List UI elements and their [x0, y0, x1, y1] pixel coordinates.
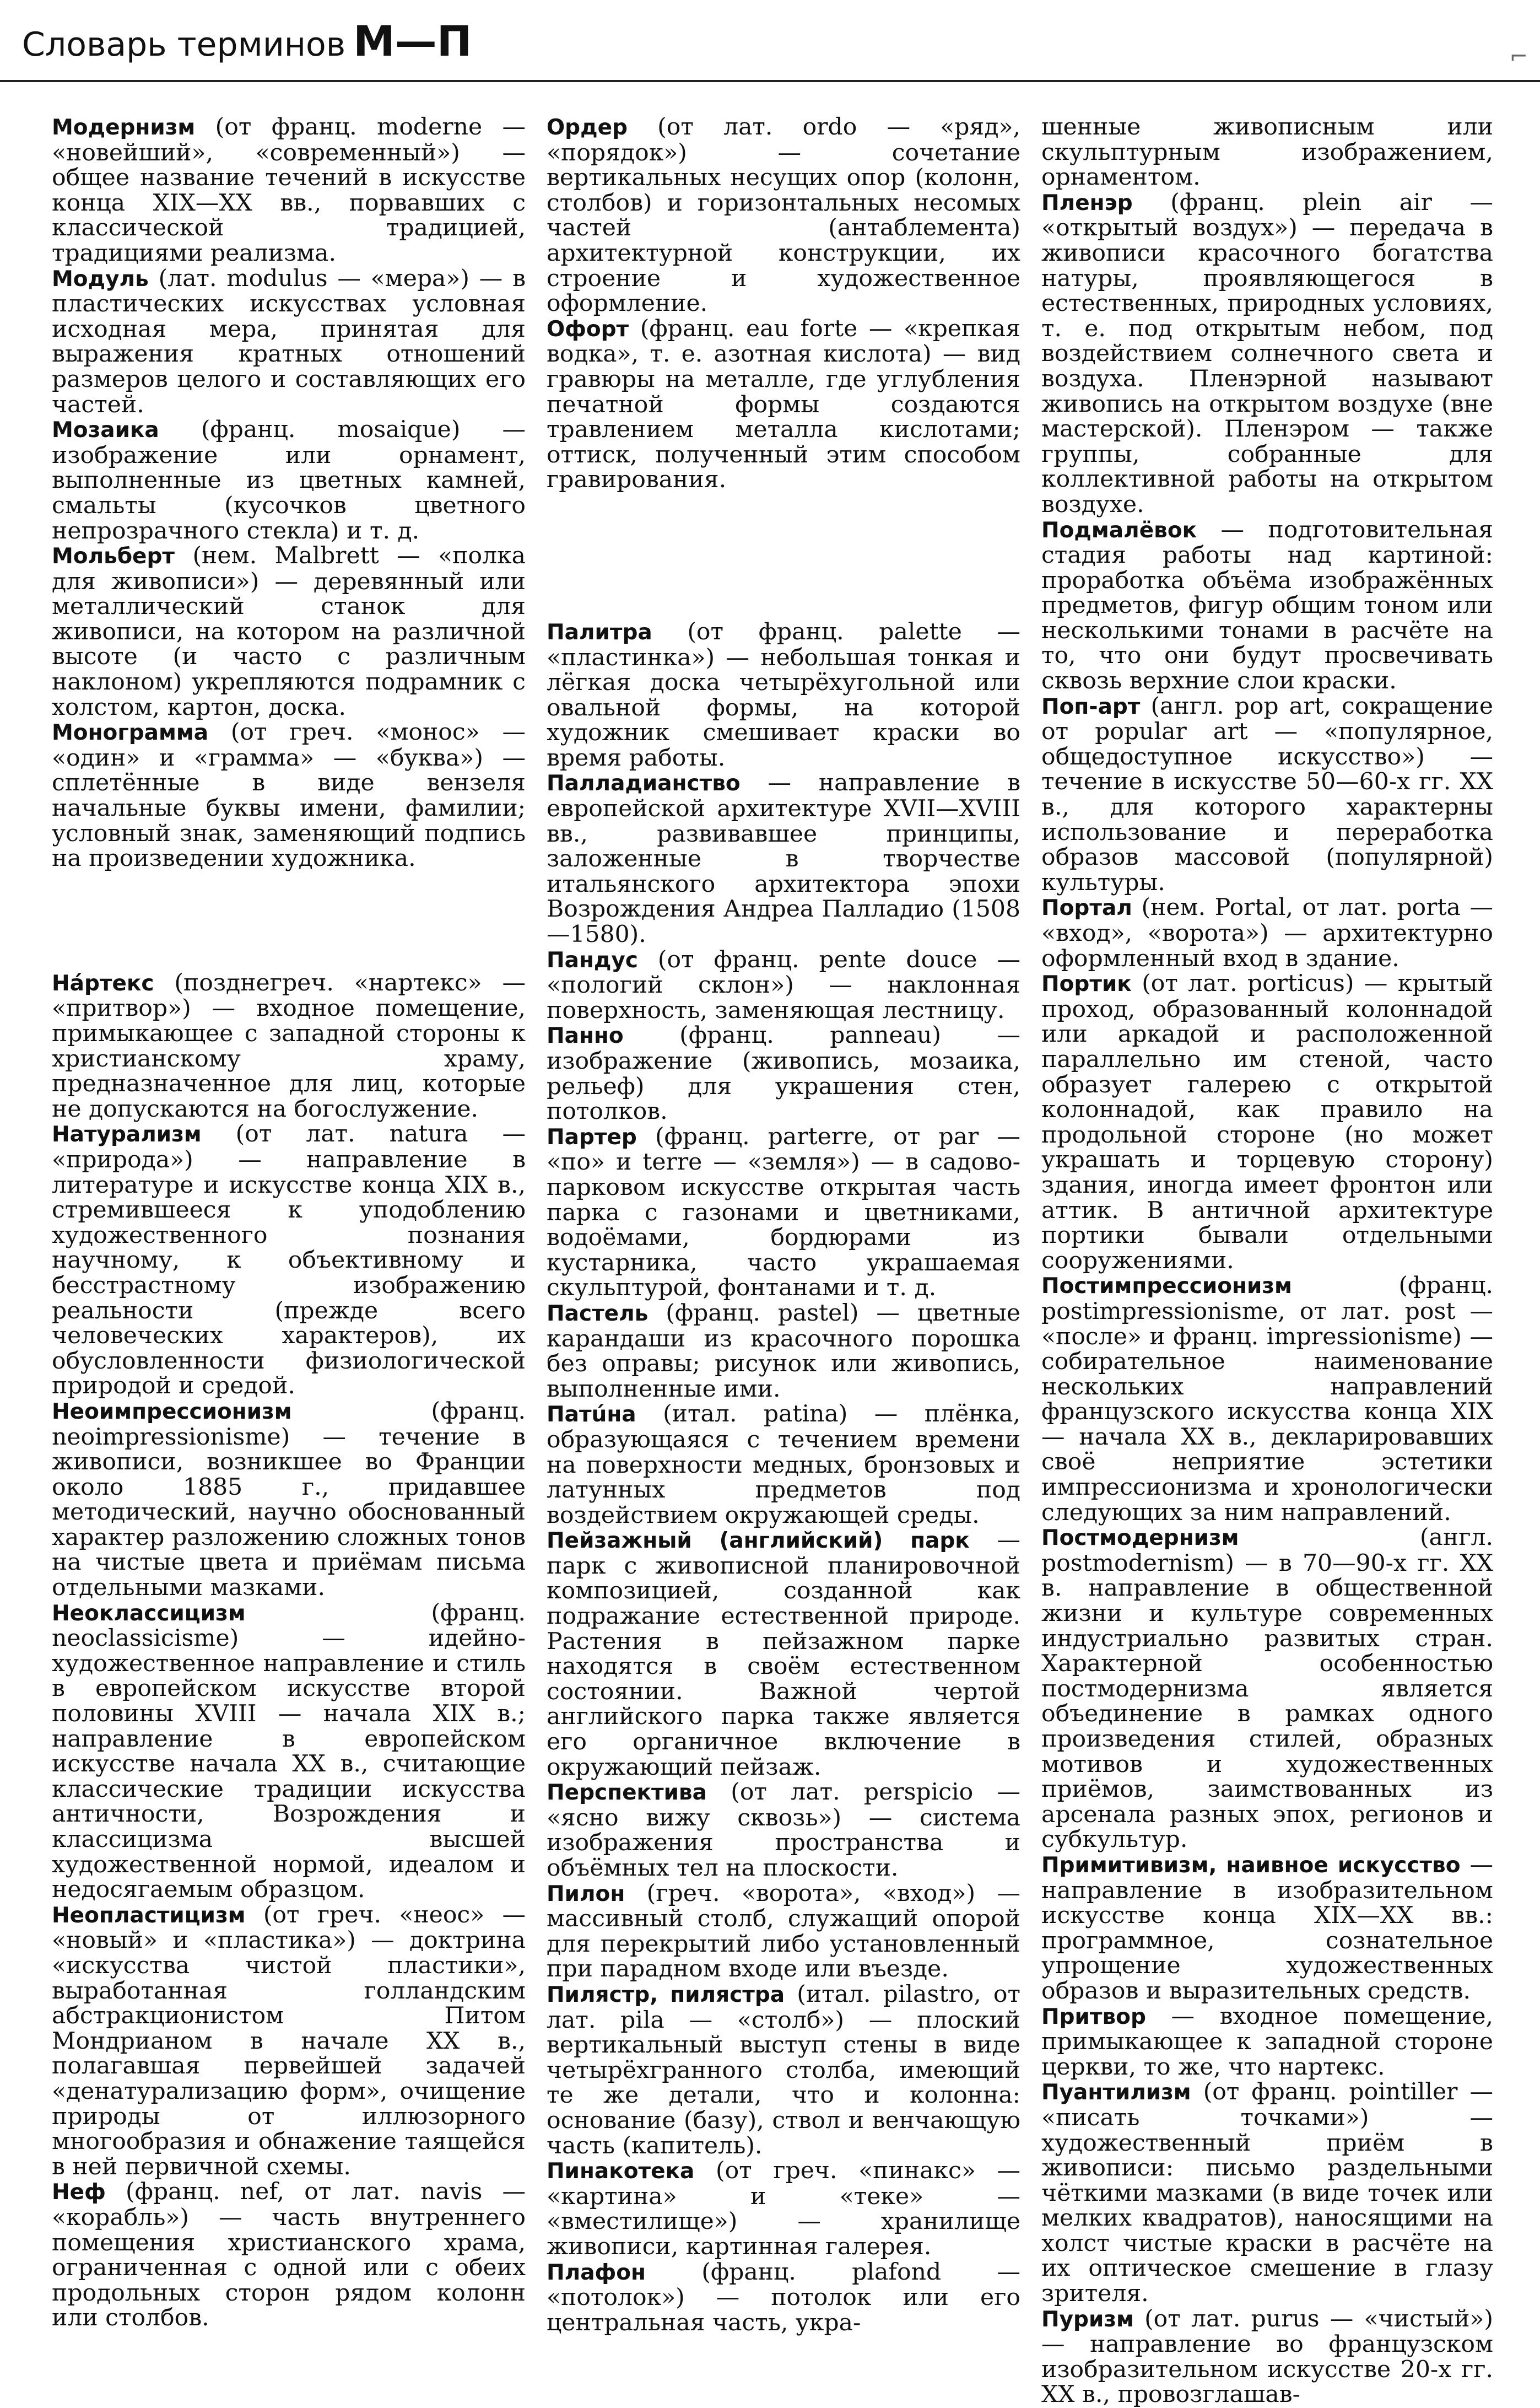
entry-definition: — входное помещение, примыкающее к западной стороне церкви, то же, что нартекс.	[1041, 2002, 1493, 2081]
entry-definition: (греч. «ворота», «вход») — массивный столб, служащий опорой для перекрытий либо установленный при парадном входе или въезде.	[547, 1879, 1020, 1983]
entry-term: Модернизм	[52, 115, 196, 140]
dictionary-entry	[52, 115, 526, 266]
entry-definition: (франц. panneau) — изображение (живопись, мозаика, рельеф) для украшения стен, потолков.	[547, 1022, 1020, 1125]
entry-term: Неоимпрессионизм	[52, 1399, 292, 1424]
entry-definition: (позднегреч. «нартекс» — «притвор») — входное помещение, примыкающее с западной стороны к христианскому храму, предназначенное для лиц, которые не допускаются на богослужение.	[52, 969, 526, 1123]
header-title-text: Словарь терминов	[22, 25, 346, 64]
dictionary-entry	[1041, 2004, 1493, 2080]
entry-definition: (франц. plafond — «потолок») — потолок или его центральная часть, укра-	[547, 2258, 1020, 2336]
column-2	[547, 114, 1021, 2336]
entry-term: Пастель	[547, 1301, 649, 1326]
dictionary-entry	[547, 1881, 1020, 1982]
entry-term: Подмалёвок	[1041, 518, 1197, 543]
entry-term: Поп-арт	[1041, 694, 1141, 719]
entry-term: Ордер	[547, 115, 628, 140]
entry-definition: (франц. nef, от лат. navis — «корабль») — часть внутреннего помещения христианского храма, ограниченная с одной или с обеих продольных сторон рядом колонн или столбов.	[52, 2178, 526, 2332]
entry-definition: (англ. pop art, сокращение от popular art — «популярное, общедоступное искусство») — течение в искусстве 50—60-х гг. XX в., для которого характерны использование и переработка образов массовой (популярной) культуры.	[1041, 692, 1493, 896]
entry-definition: (франц. neoimpressionisme) — течение в живописи, возникшее во Франции около 1885 г., придавшее методический, научно обоснованный характер разложению сложных тонов на чистые цвета и приёмам письма отдельными мазками.	[52, 1397, 526, 1602]
entry-definition: (нем. Portal, от лат. porta — «вход», «ворота») — архитектурно оформленный вход в здание.	[1041, 894, 1493, 972]
entry-definition: (итал. pilastro, от лат. pila — «столб») — плоский вертикальный выступ стены в виде четырёхгранного столба, имеющий те же детали, что и колонна: основание (базу), ствол и венчающую часть (капитель).	[547, 1980, 1020, 2159]
entry-definition: (англ. postmodernism) — в 70—90-х гг. XX в. направление в общественной жизни и культуре современных индустриально развитых стран. Характерной особенностью постмодернизма является объединение в рамках одного произведения стилей, образных мотивов и художественных приёмов, заимствованных из арсенала разных эпох, регионов и субкультур.	[1041, 1524, 1493, 1854]
entry-definition: (от лат. ordo — «ряд», «порядок») — сочетание вертикальных несущих опор (колонн, столбов) и горизонтальных несомых частей (антаблемента) архитектурной конструкции, их строение и художественное оформление.	[547, 114, 1020, 317]
dictionary-entry	[547, 1402, 1020, 1528]
entry-term: Неф	[52, 2180, 106, 2205]
entry-term: Монограмма	[52, 720, 209, 746]
entry-definition: (от греч. «неос» — «новый» и «пластика») — доктрина «искусства чистой пластики», выработанная голландским абстракционистом Питом Мондрианом в начале XX в., полагавшая первейшей задачей «денатурализацию форм», очищение природы от иллюзорного многообразия и обнажение таящейся в ней первичной схемы.	[52, 1901, 526, 2180]
entry-term: Палитра	[547, 619, 652, 645]
entry-term: Пилон	[547, 1881, 625, 1906]
dictionary-entry	[547, 1301, 1020, 1402]
dictionary-entry	[547, 1982, 1020, 2158]
entry-term: Палладианство	[547, 771, 741, 796]
entry-definition: — направление в изобразительном искусстве конца XIX—XX вв.: программное, сознательное упрощение художественных образов и выразительных средств.	[1041, 1851, 1493, 2005]
dictionary-entry	[547, 1528, 1020, 1780]
entry-term: Постмодернизм	[1041, 1526, 1239, 1551]
dictionary-entry	[52, 1601, 526, 1903]
entry-term: Портал	[1041, 896, 1132, 921]
column-1	[52, 114, 526, 2332]
entry-definition: (лат. modulus — «мера») — в пластических искусствах условная исходная мера, принятая для выражения кратных отношений размеров целого и составляющих его частей.	[52, 265, 526, 418]
entry-definition: (от франц. pointiller — «писать точками») — художественный приём в живописи: письмо раздельными чёткими мазками (в виде точек или мелких квадратов), наносящими на холст чистые краски в расчёте на их оптическое смешение в глазу зрителя.	[1041, 2078, 1494, 2308]
dictionary-entry	[1041, 895, 1493, 971]
column-gap	[52, 871, 526, 971]
entry-term: Партер	[547, 1124, 637, 1150]
entry-definition: — подготовительная стадия работы над картиной: проработка объёма изображённых предметов, фигур общим тоном или несколькими тонами в расчёте на то, что они будут просвечивать сквозь верхние слои краски.	[1041, 516, 1493, 695]
dictionary-entry	[547, 771, 1020, 947]
entry-term: Мозаика	[52, 418, 159, 443]
dictionary-entry	[52, 971, 526, 1122]
entry-term: Панно	[547, 1023, 624, 1049]
entry-term: Нáртекс	[52, 971, 154, 996]
dictionary-entry	[547, 1780, 1020, 1881]
dictionary-entry	[547, 316, 1020, 493]
entry-definition: (франц. parterre, от par — «по» и terre — «земля») — в садово-парковом искусстве открытая часть парка с газонами и цветниками, водоёмами, бордюрами из кустарника, часто украшаемая скульптурой, фонтанами и т. д.	[547, 1123, 1021, 1302]
column-gap	[547, 493, 1020, 619]
entry-term: Перспектива	[547, 1780, 707, 1806]
entry-definition: (франц. neoclassicisme) — идейно-художественное направление и стиль в европейском искусстве второй половины XVIII — начала XIX в.; направление в европейском искусстве начала XX в., считающие классические традиции искусства античности, Возрождения и классицизма высшей художественной нормой, идеалом и недосягаемым образцом.	[52, 1599, 526, 1904]
dictionary-entry	[547, 115, 1020, 316]
dictionary-entry	[1041, 190, 1493, 518]
entry-term: Пилястр, пилястра	[547, 1982, 785, 2007]
entry-definition: (от лат. perspicio — «ясно вижу сквозь») — система изображения пространства и объёмных тел на плоскости.	[547, 1779, 1020, 1882]
dictionary-entry	[547, 1023, 1020, 1124]
dictionary-entry	[1041, 1852, 1493, 2004]
dictionary-entry	[52, 543, 526, 720]
dictionary-entry	[1041, 971, 1493, 1273]
entry-definition: (от лат. porticus) — крытый проход, образованный колоннадой или аркадой и расположенной параллельно им стеной, часто образует галерею с открытой колоннадой, как правило на продольной стороне (но может украшать и торцевую сторону) здания, иногда имеет фронтон или аттик. В античной архитектуре портики бывали отдельными сооружениями.	[1041, 970, 1493, 1274]
entry-term: Пуризм	[1041, 2307, 1134, 2332]
entry-definition: (от франц. palette — «пластинка») — небольшая тонкая и лёгкая доска четырёхугольной или овальной формы, на которой художник смешивает краски во время работы.	[547, 618, 1020, 772]
dictionary-entry	[1041, 2080, 1493, 2306]
entry-definition: (франц. eau forte — «крепкая водка», т. е. азотная кислота) — вид гравюры на металле, где углубления печатной формы создаются травлением металла кислотами; оттиск, полученный этим способом гравирования.	[547, 315, 1021, 494]
entry-definition: (от греч. «пинакс» — «картина» и «теке» — «вместилище») — хранилище живописи, картинная галерея.	[547, 2157, 1020, 2260]
dictionary-entry	[52, 720, 526, 871]
dictionary-entry	[1041, 694, 1493, 896]
entry-term: Плафон	[547, 2260, 646, 2285]
entry-term: Офорт	[547, 316, 629, 342]
entry-definition: (от греч. «монос» — «один» и «грамма» — «буква») — сплетённые в виде вензеля начальные буквы имени, фамилии; условный знак, заменяющий подпись на произведении художника.	[52, 719, 526, 872]
entry-term: Примитивизм, наивное искусство	[1041, 1852, 1461, 1878]
entry-term: Портик	[1041, 972, 1132, 997]
entry-term: Натурализм	[52, 1122, 202, 1148]
dictionary-entry	[52, 266, 526, 418]
dictionary-entry	[547, 2260, 1020, 2336]
entry-term: Пленэр	[1041, 190, 1133, 216]
dictionary-entry	[52, 417, 526, 543]
entry-definition: (от лат. natura — «природа») — направление в литературе и искусстве конца XIX в., стремившееся к уподоблению художественного познания научному, к объективному и бесстрастному изображению реальности (прежде всего человеческих характеров), их обусловленности физиологической природой и средой.	[52, 1120, 526, 1400]
entry-definition: — направление в европейской архитектуре XVII—XVIII вв., развивавшее принципы, заложенные в творчестве итальянского архитектора эпохи Возрождения Андреа Палладио (1508—1580).	[547, 769, 1020, 949]
entry-term: Пинакотека	[547, 2159, 695, 2184]
entry-definition: (от лат. purus — «чистый») — направление во французском изобразительном искусстве 20-х гг. XX в., провозглашав-	[1041, 2305, 1493, 2408]
entry-term: Пуантилизм	[1041, 2080, 1191, 2105]
entry-term: Постимпрессионизм	[1041, 1274, 1292, 1299]
entry-definition: (итал. patina) — плёнка, образующаяся с течением времени на поверхности медных, бронзовых и латунных предметов под воздействием окружающей среды.	[547, 1400, 1020, 1529]
entry-term: Модуль	[52, 266, 149, 292]
page-header	[0, 0, 1540, 94]
entry-term: Неопластицизм	[52, 1903, 246, 1928]
entry-definition: (от франц. moderne — «новейший», «современный») — общее название течений в искусстве конца XIX—XX вв., порвавших с классической традицией, традициями реализма.	[52, 114, 526, 267]
entry-term: Притвор	[1041, 2004, 1146, 2029]
dictionary-entry	[547, 2158, 1020, 2259]
entry-definition: (франц. mosaique) — изображение или орнамент, выполненные из цветных камней, смальты (кусочков цветного непрозрачного стекла) и т. д.	[52, 416, 526, 545]
entry-definition: (франц. pastel) — цветные карандаши из красочного порошка без оправы; рисунок или живопись, выполненные ими.	[547, 1299, 1020, 1403]
entry-term: Неоклассицизм	[52, 1601, 246, 1626]
page-title	[22, 17, 472, 66]
dictionary-entry	[547, 619, 1020, 771]
dictionary-entry	[1041, 2307, 1493, 2407]
entry-definition: (франц. postimpressionisme, от лат. post — «после» и франц. impressionisme) — собирательное наименование нескольких направлений французского искусства конца XIX — начала XX в., декларировавших своё неприятие эстетики импрессионизма и хронологически следующих за ним направлений.	[1041, 1272, 1493, 1526]
entry-definition: (нем. Malbrett — «полка для живописи») — деревянный или металлический станок для живописи, на котором на различной высоте (и часто с различным наклоном) укрепляются подрамник с холстом, картон, доска.	[52, 542, 526, 721]
dictionary-entry	[52, 2179, 526, 2331]
dictionary-entry	[52, 1399, 526, 1601]
entry-definition: шенные живописным или скульптурным изображением, орнаментом.	[1041, 114, 1493, 191]
entry-definition: (от франц. pente douce — «пологий склон») — наклонная поверхность, заменяющая лестницу.	[547, 946, 1020, 1024]
dictionary-entry	[52, 1903, 526, 2180]
dictionary-entry	[1041, 1273, 1493, 1525]
entry-term: Мольберт	[52, 544, 175, 569]
entry-definition: — парк с живописной планировочной композицией, созданной как подражание естественной природе. Растения в пейзажном парке находятся в своём естественном состоянии. Важной чертой английского парка также является его органичное включение в окружающий пейзаж.	[547, 1527, 1021, 1781]
corner-mark-icon: ⌐	[1509, 44, 1528, 69]
entry-term: Пандус	[547, 947, 638, 973]
dictionary-entry	[547, 1124, 1020, 1301]
entry-term: Пейзажный (английский) парк	[547, 1528, 970, 1554]
dictionary-entry	[1041, 115, 1493, 190]
header-divider	[0, 80, 1540, 82]
dictionary-entry	[1041, 518, 1493, 694]
entry-definition: (франц. plein air — «открытый воздух») — передача в живописи красочного богатства натуры, проявляющегося в естественных, природных условиях, т. е. под открытым небом, под воздействием солнечного света и воздуха. Пленэрной называют живопись на открытом воздухе (вне мастерской). Пленэром — также группы, собранные для коллективной работы на открытом воздухе.	[1041, 188, 1494, 518]
dictionary-entry	[1041, 1525, 1493, 1852]
entry-term: Патúна	[547, 1402, 636, 1427]
dictionary-entry	[52, 1122, 526, 1399]
dictionary-entry	[547, 947, 1020, 1023]
header-letter-range: М—П	[353, 17, 472, 66]
column-3	[1041, 114, 1494, 2408]
